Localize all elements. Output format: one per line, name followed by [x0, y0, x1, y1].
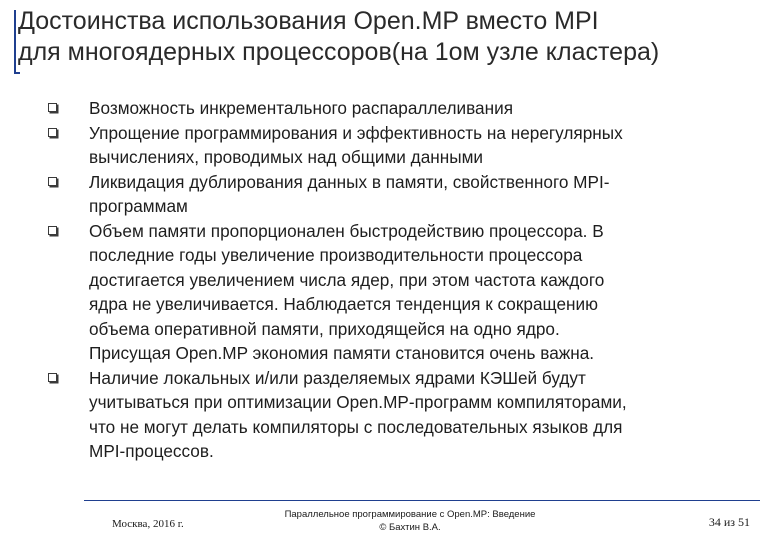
bullet-line: вычислениях, проводимых над общими данными	[89, 147, 484, 167]
slide-title-block	[14, 4, 754, 72]
footer-location-date: Москва, 2016 г.	[112, 518, 184, 530]
page-number: 34 из 51	[708, 515, 750, 529]
bullet-item-no-duplication	[48, 170, 738, 219]
bullet-line: Присущая Open.MP экономия памяти становится очень важна.	[89, 343, 595, 363]
hollow-square-icon	[48, 177, 57, 186]
slide-title-line-1: Достоинства использования Open.MP вместо MPI	[18, 7, 599, 35]
footer-course-info	[250, 508, 570, 534]
bullet-item-incremental	[48, 96, 738, 121]
bullet-item-memory	[48, 219, 738, 366]
slide-title-line-2: для многоядерных процессоров(на 1ом узле кластера)	[18, 38, 660, 66]
bullet-item-simplification	[48, 121, 738, 170]
bullet-list	[48, 96, 738, 464]
bullet-line: что не могут делать компиляторы с последовательных языков для	[89, 416, 623, 437]
hollow-square-icon	[48, 128, 57, 137]
footer-course-title: Параллельное программирование с Open.MP: Введение	[284, 509, 536, 520]
bullet-line: учитываться при оптимизации Open.MP-программ компиляторами,	[89, 392, 627, 412]
footer-divider	[84, 500, 760, 501]
bullet-line: достигается увеличением числа ядер, при этом частота каждого	[89, 269, 605, 290]
bullet-line: программам	[89, 196, 188, 216]
bullet-line: Наличие локальных и/или разделяемых ядрами КЭШей будут	[89, 367, 586, 388]
bullet-line: последние годы увеличение производительности процессора	[89, 245, 583, 265]
hollow-square-icon	[48, 103, 57, 112]
slide-title	[18, 6, 758, 68]
footer-author: © Бахтин В.А.	[379, 522, 441, 533]
hollow-square-icon	[48, 226, 57, 235]
bullet-line: Объем памяти пропорционален быстродействию процессора. В	[89, 220, 604, 241]
bullet-line: Возможность инкрементального распараллеливания	[89, 98, 513, 118]
hollow-square-icon	[48, 373, 57, 382]
bullet-line: объема оперативной памяти, приходящейся на одно ядро.	[89, 318, 560, 339]
bullet-line: Упрощение программирования и эффективность на нерегулярных	[89, 122, 623, 143]
bullet-line: ядра не увеличивается. Наблюдается тенденция к сокращению	[89, 294, 598, 314]
bullet-line: MPI-процессов.	[89, 441, 214, 461]
bullet-line: Ликвидация дублирования данных в памяти, свойственного MPI-	[89, 171, 610, 192]
bullet-item-caches	[48, 366, 738, 464]
